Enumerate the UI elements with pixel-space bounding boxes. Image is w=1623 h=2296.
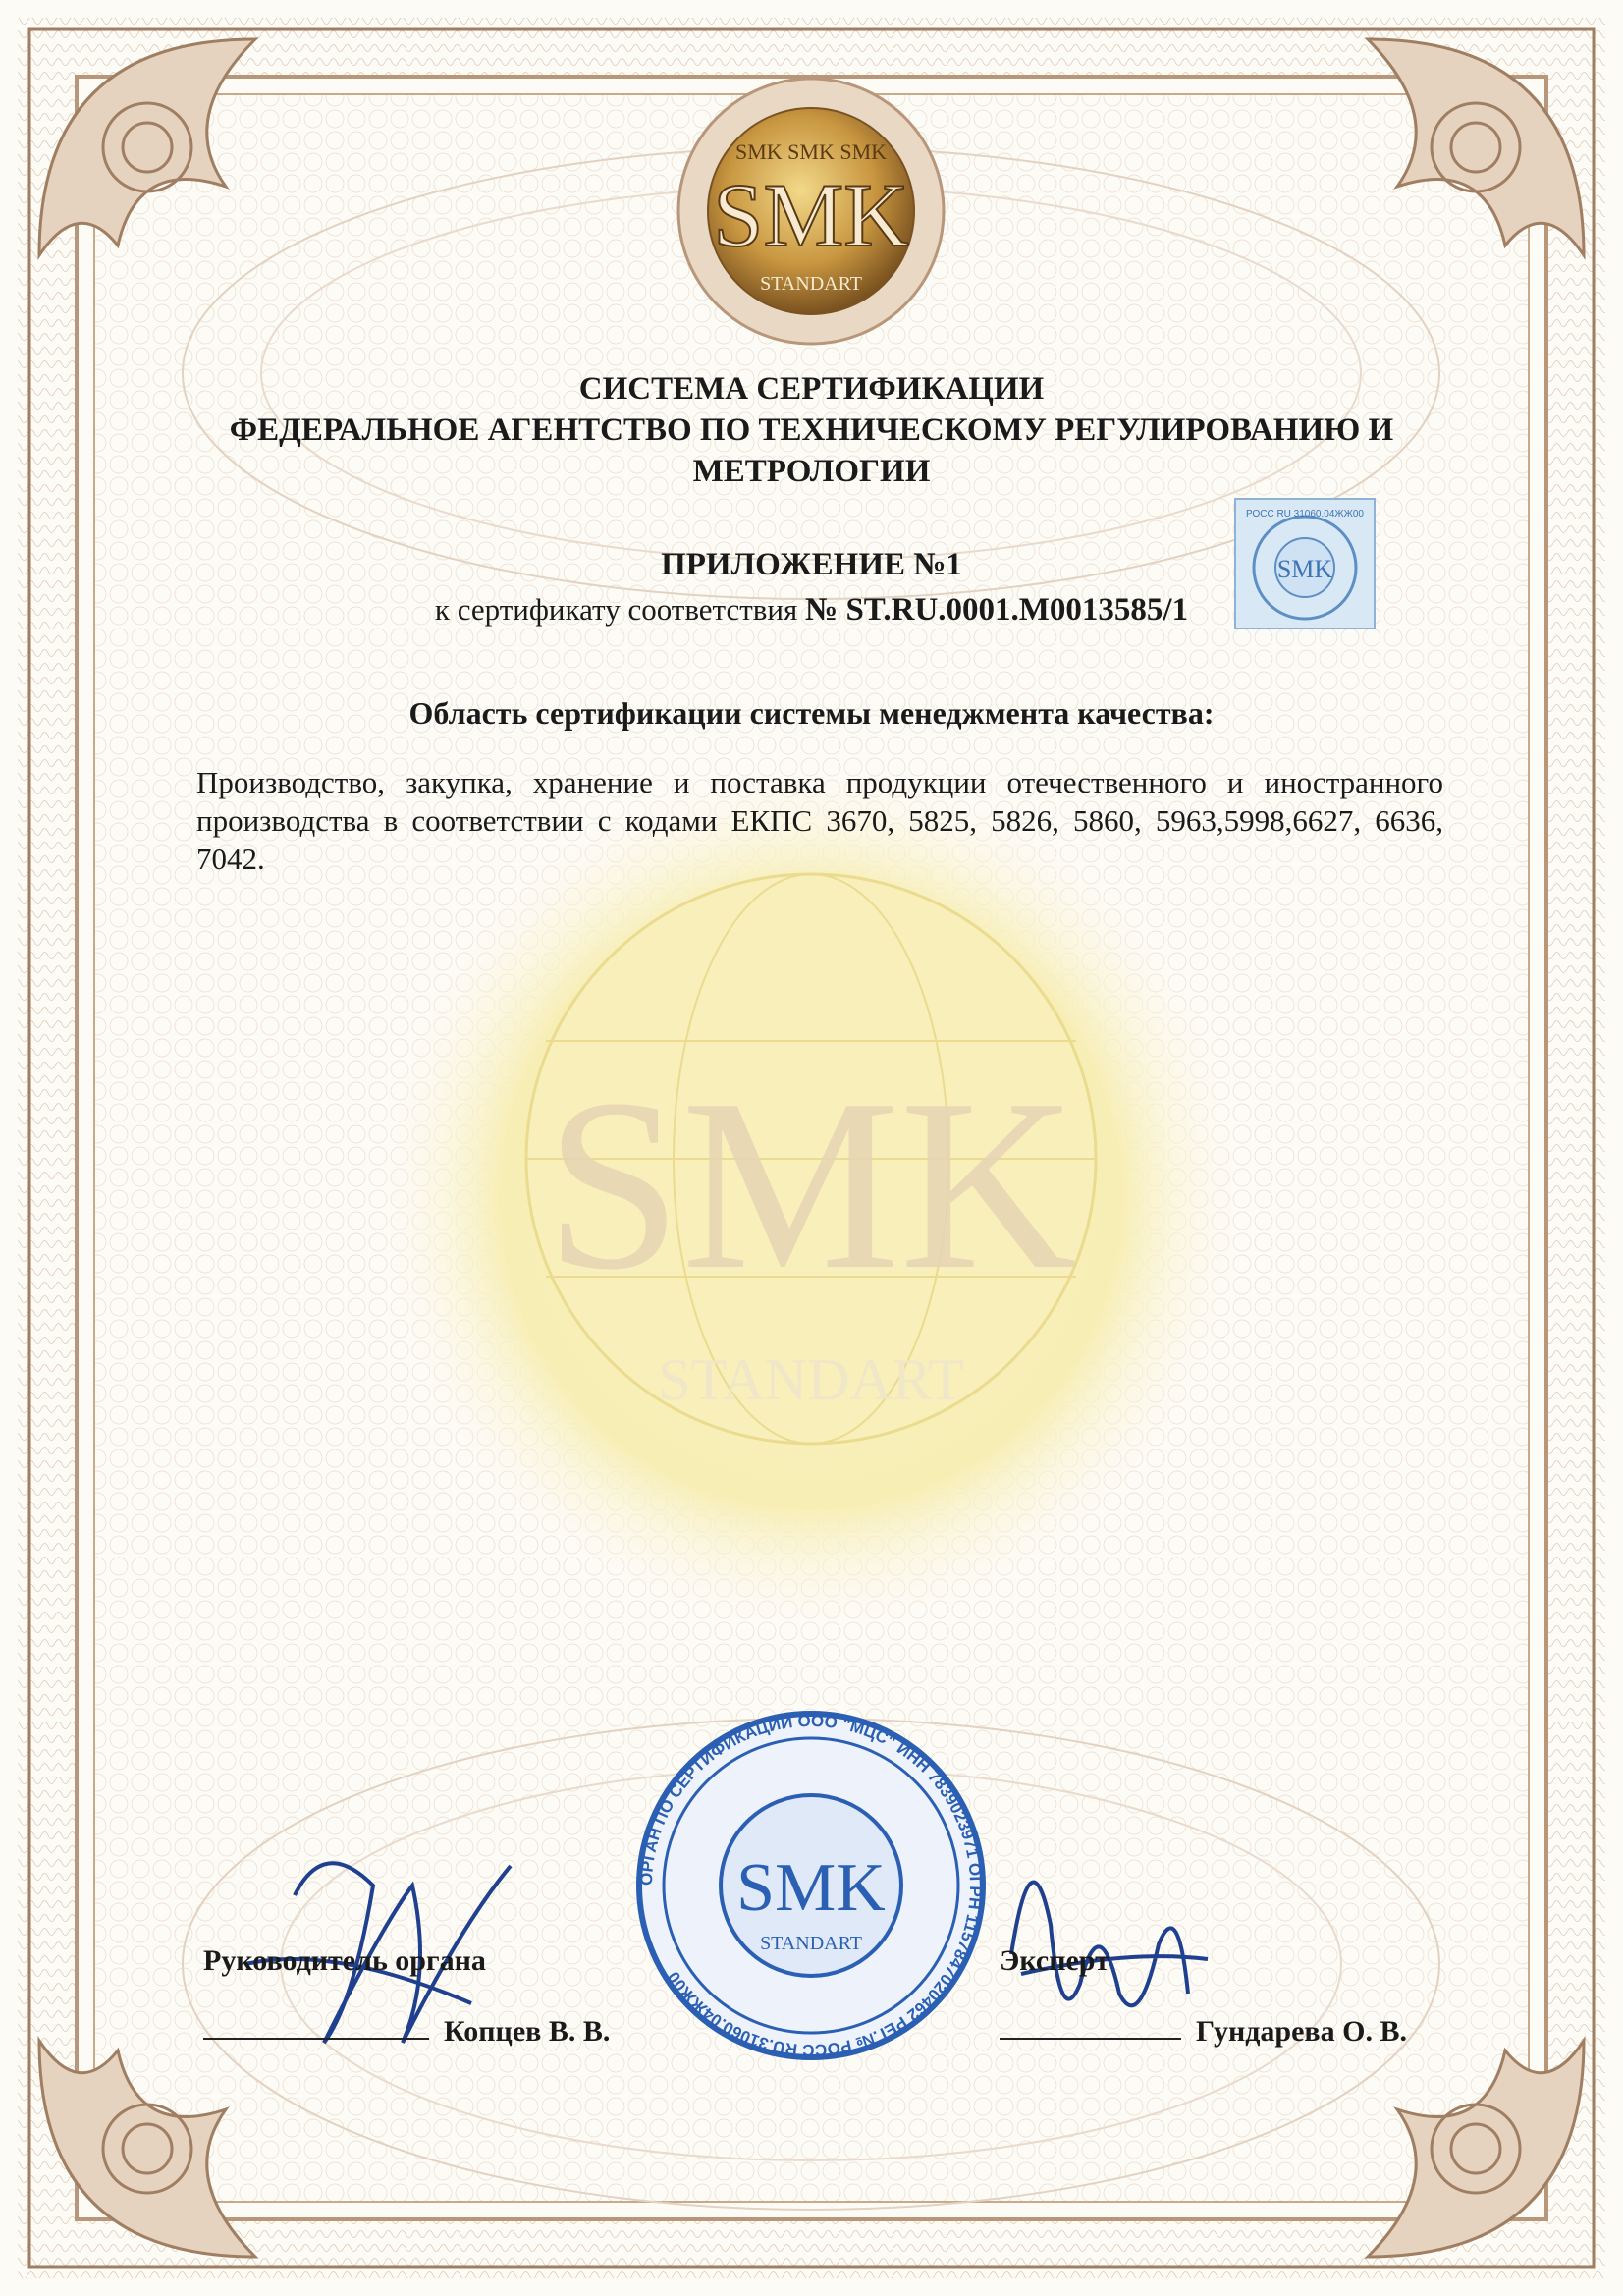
header-line-1: СИСТЕМА СЕРТИФИКАЦИИ	[578, 371, 1045, 407]
smk-logo	[678, 79, 944, 344]
signatory-left-name: Копцев В. В.	[444, 2015, 611, 2048]
watermark-subtext: STANDART	[658, 1347, 964, 1412]
seal-ring-text: ОРГАН ПО СЕРТИФИКАЦИИ ООО "МЦС" ИНН 7839023971 ОГРН 1157847020462 РЕГ.№ РОСС RU.31060.04ЖЖ00	[636, 1711, 986, 2060]
scope-title: Область сертификации системы менеджмента качества:	[408, 695, 1215, 731]
signatory-right-name: Гундарева О. В.	[1196, 2015, 1407, 2048]
appendix-subtitle-prefix: к сертификату соответствия	[434, 592, 798, 627]
official-seal	[637, 1712, 985, 2059]
signatory-left-role: Руководитель органа	[203, 1944, 486, 1977]
scope-text	[196, 763, 1443, 878]
header-line-2: ФЕДЕРАЛЬНОЕ АГЕНТСТВО ПО ТЕХНИЧЕСКОМУ РЕГУЛИРОВАНИЮ И	[229, 412, 1394, 448]
appendix-subtitle	[0, 592, 1623, 629]
logo-subtext: STANDART	[760, 273, 862, 295]
seal-center-text: SMK	[736, 1850, 886, 1926]
hologram-center-text: SMK	[1276, 555, 1333, 583]
signature-line-left	[203, 2038, 429, 2040]
scope-line-2: производства в соответствии с кодами ЕКПС 3670, 5825, 5826, 5860, 5963,5998,6627, 6636,	[196, 803, 1443, 838]
logo-small-text: SMK SMK SMK	[734, 139, 888, 164]
signature-line-right	[1000, 2038, 1181, 2040]
seal-subtext: STANDART	[760, 1933, 862, 1954]
watermark-text: SMK	[545, 1049, 1077, 1321]
header-line-3: МЕТРОЛОГИИ	[692, 454, 931, 489]
scope-line-3: 7042.	[196, 842, 265, 876]
certificate-number: № ST.RU.0001.M0013585/1	[805, 592, 1189, 628]
appendix-title: ПРИЛОЖЕНИЕ №1	[661, 547, 962, 582]
hologram-top-text: РОСС RU 31060.04ЖЖ00	[1246, 509, 1364, 519]
watermark	[369, 756, 1253, 1640]
logo-text: SMK	[713, 165, 909, 265]
signatory-right-role: Эксперт	[1000, 1944, 1109, 1977]
scope-line-1: Производство, закупка, хранение и поставка продукции отечественного и иностранного	[196, 765, 1443, 799]
